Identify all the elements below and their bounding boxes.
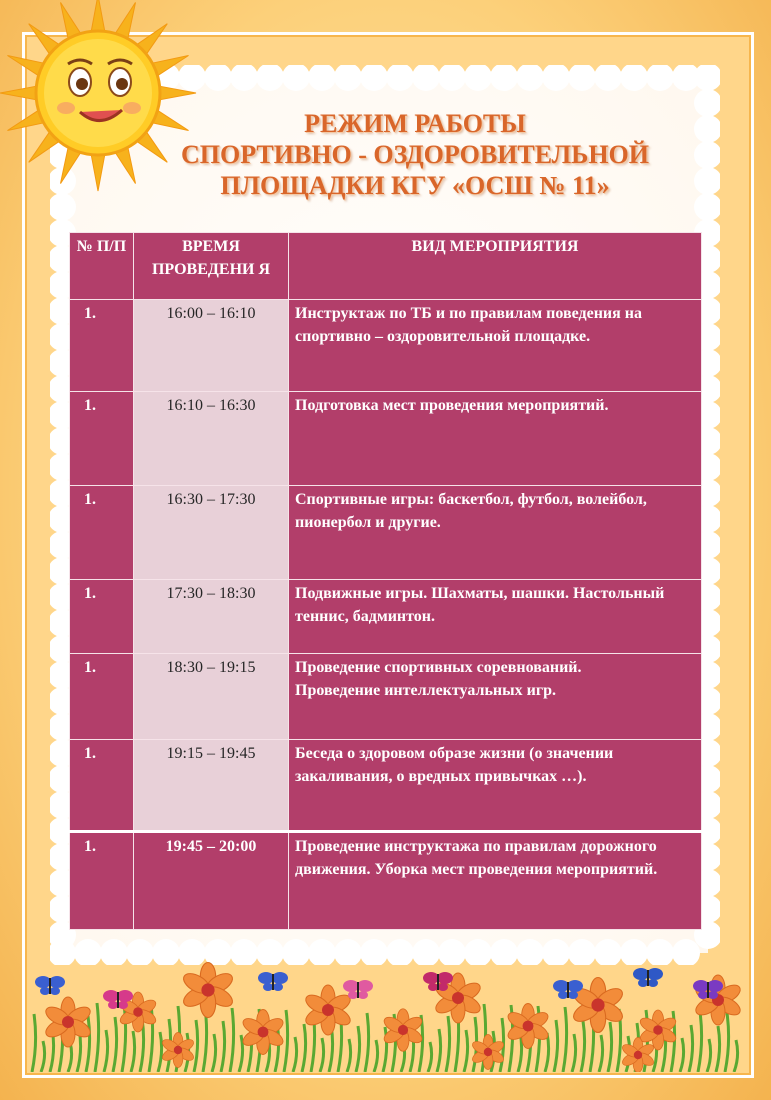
- title-line-1: РЕЖИМ РАБОТЫ: [304, 109, 526, 138]
- row-num: 1.: [70, 392, 134, 486]
- table-header-row: [70, 233, 702, 300]
- flower-icon: [303, 985, 353, 1035]
- row-activity: [289, 654, 702, 740]
- row-time: 19:15 – 19:45: [134, 740, 289, 832]
- row-num: 1.: [70, 300, 134, 392]
- butterfly-icon: [35, 976, 65, 995]
- row-activity: Проведение инструктажа по правилам дорожного движения. Уборка мест проведения мероприятий.: [289, 832, 702, 930]
- flower-icon: [620, 1038, 655, 1073]
- row-activity: Подготовка мест проведения мероприятий.: [289, 392, 702, 486]
- table-row: [70, 580, 702, 654]
- flower-border: [28, 960, 744, 1072]
- row-time: 17:30 – 18:30: [134, 580, 289, 654]
- row-time: 16:10 – 16:30: [134, 392, 289, 486]
- table-row: [70, 392, 702, 486]
- schedule-table: [69, 232, 702, 930]
- table-row: [70, 300, 702, 392]
- page-title: [130, 108, 700, 201]
- row-activity: Спортивные игры: баскетбол, футбол, волейбол, пионербол и другие.: [289, 486, 702, 580]
- butterfly-icon: [258, 972, 288, 991]
- row-activity-line-2: Проведение интеллектуальных игр.: [295, 682, 556, 699]
- flower-icon: [180, 963, 235, 1018]
- table-row: [70, 654, 702, 740]
- header-activity: ВИД МЕРОПРИЯТИЯ: [289, 233, 702, 300]
- row-activity-line-1: Проведение спортивных соревнований.: [295, 659, 582, 676]
- row-num: 1.: [70, 580, 134, 654]
- header-time: ВРЕМЯ ПРОВЕДЕНИ Я: [134, 233, 289, 300]
- row-time: 16:30 – 17:30: [134, 486, 289, 580]
- row-time: 16:00 – 16:10: [134, 300, 289, 392]
- row-activity: Инструктаж по ТБ и по правилам поведения на спортивно – оздоровительной площадке.: [289, 300, 702, 392]
- table-row: [70, 486, 702, 580]
- row-time: 18:30 – 19:15: [134, 654, 289, 740]
- table-row: [70, 832, 702, 930]
- row-num: 1.: [70, 486, 134, 580]
- row-activity: Беседа о здоровом образе жизни (о значении закаливания, о вредных привычках …).: [289, 740, 702, 832]
- row-num: 1.: [70, 832, 134, 930]
- flower-icon: [160, 1033, 195, 1068]
- row-num: 1.: [70, 740, 134, 832]
- row-activity: Подвижные игры. Шахматы, шашки. Настольный теннис, бадминтон.: [289, 580, 702, 654]
- header-num: № П/П: [70, 233, 134, 300]
- title-line-2: СПОРТИВНО - ОЗДОРОВИТЕЛЬНОЙ: [181, 140, 649, 169]
- row-time: 19:45 – 20:00: [134, 832, 289, 930]
- title-line-3: ПЛОЩАДКИ КГУ «ОСШ № 11»: [220, 171, 610, 200]
- table-row: [70, 740, 702, 832]
- butterfly-icon: [633, 968, 663, 987]
- flower-icon: [43, 997, 93, 1047]
- row-num: 1.: [70, 654, 134, 740]
